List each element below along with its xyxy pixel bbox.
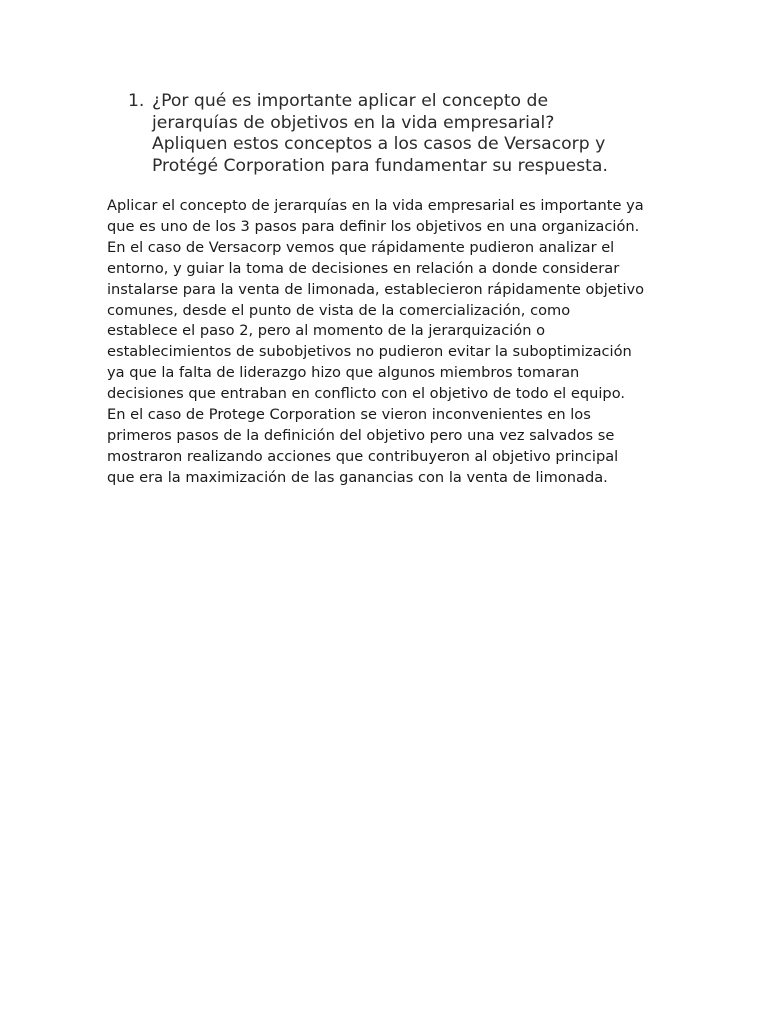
question-line: Protégé Corporation para fundamentar su respuesta. xyxy=(152,155,608,176)
answer-line: primeros pasos de la definición del objetivo pero una vez salvados se xyxy=(107,426,615,444)
question-line: jerarquías de objetivos en la vida empresarial? xyxy=(152,112,555,133)
answer-line: establecimientos de subobjetivos no pudieron evitar la suboptimización xyxy=(107,343,632,361)
answer-paragraph xyxy=(107,196,675,489)
answer-line: ya que la falta de liderazgo hizo que algunos miembros tomaran xyxy=(107,364,580,382)
answer-line: En el caso de Versacorp vemos que rápidamente pudieron analizar el xyxy=(107,238,615,256)
question-item xyxy=(128,91,668,177)
answer-line: instalarse para la venta de limonada, establecieron rápidamente objetivo xyxy=(107,280,645,298)
answer-line: Aplicar el concepto de jerarquías en la vida empresarial es importante ya xyxy=(107,197,644,214)
answer-line: mostraron realizando acciones que contribuyeron al objetivo principal xyxy=(107,447,619,465)
question-line: ¿Por qué es importante aplicar el concepto de xyxy=(152,91,549,111)
question-list xyxy=(128,91,668,177)
answer-line: decisiones que entraban en conflicto con el objetivo de todo el equipo. xyxy=(107,385,625,403)
answer-line: que era la maximización de las ganancias con la venta de limonada. xyxy=(107,468,608,486)
answer-line: En el caso de Protege Corporation se vieron inconvenientes en los xyxy=(107,406,591,424)
answer-line: establece el paso 2, pero al momento de la jerarquización o xyxy=(107,322,546,340)
answer-line: que es uno de los 3 pasos para definir los objetivos en una organización. xyxy=(107,217,640,235)
question-line: Apliquen estos conceptos a los casos de Versacorp y xyxy=(152,134,606,154)
answer-line: entorno, y guiar la toma de decisiones en relación a donde considerar xyxy=(107,259,620,277)
answer-line: comunes, desde el punto de vista de la comercialización, como xyxy=(107,301,571,319)
question-number: 1. xyxy=(128,91,145,111)
